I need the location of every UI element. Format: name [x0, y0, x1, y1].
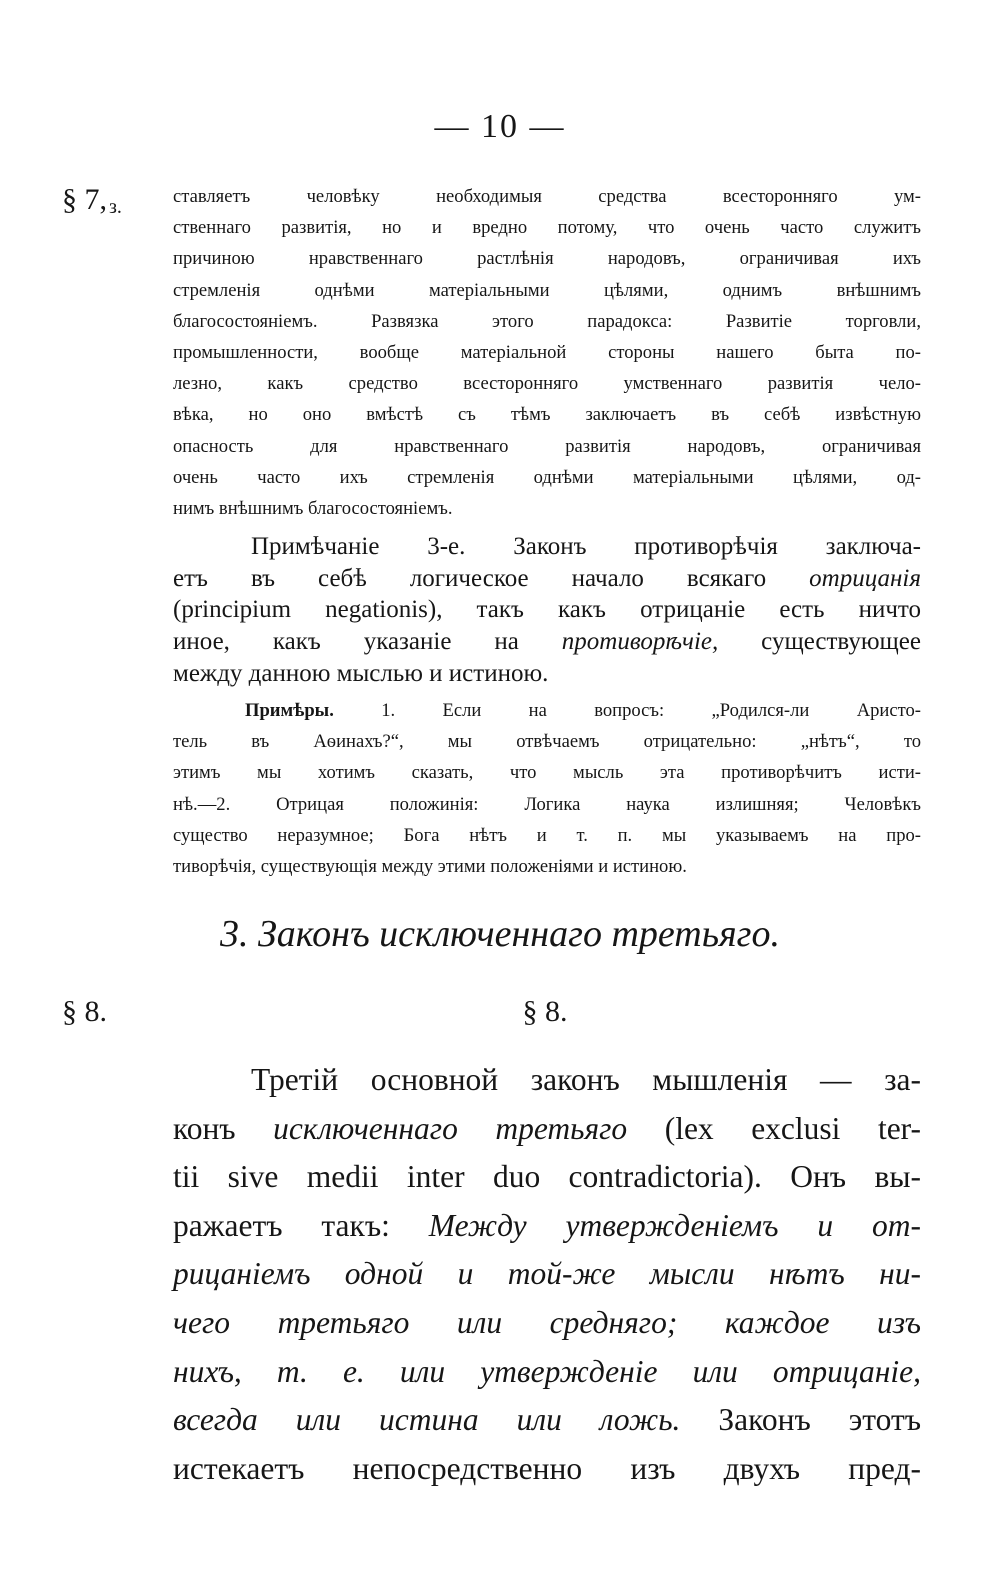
note-emphasis: противорѣчіе, [561, 628, 719, 656]
text-line: этимъ мы хотимъ сказать, что мысль эта противорѣчитъ исти- [173, 762, 921, 784]
note-emphasis: отрицанія [809, 564, 922, 592]
margin-section-8: § 8. [62, 995, 107, 1028]
text-line: стремленія однѣми матеріальными цѣлями, однимъ внѣшнимъ [173, 279, 921, 301]
note-3 [173, 531, 921, 690]
note-text: существующее [761, 628, 921, 656]
examples-text: 1. Если на вопросъ: „Родился-ли Аристо- [381, 700, 921, 721]
text-line: благосостояніемъ. Развязка этого парадокса: Развитіе торговли, [173, 310, 921, 332]
text-line: нимъ внѣшнимъ благосостояніемъ. [173, 498, 453, 520]
text-line: существо неразумное; Бога нѣтъ и т. п. мы указываемъ на про- [173, 824, 921, 846]
note-label: Примѣчаніе 3-е. [251, 533, 466, 560]
text-line [173, 563, 921, 595]
paragraph-paradox-resolution [173, 181, 921, 524]
law-emphasis: Между утвержденіемъ и от- [428, 1207, 921, 1243]
text-line [173, 1202, 921, 1251]
section-8-title: § 8. [522, 995, 568, 1028]
text-line: ственнаго развитія, но и вредно потому, что очень часто служитъ [173, 217, 921, 239]
paragraph-law-excluded-middle [173, 1056, 921, 1493]
text-line [173, 1396, 921, 1445]
law-text: Законъ этотъ [718, 1402, 922, 1438]
text-line: чего третьяго или средняго; каждое изъ [173, 1304, 921, 1340]
text-line: нѣ.—2. Отрицая положинія: Логика наука излишняя; Человѣкъ [173, 793, 921, 815]
law-text: ражаетъ такъ: [173, 1207, 390, 1243]
margin-section-7-label: § 7, [62, 183, 107, 216]
margin-section-7 [62, 183, 122, 219]
text-line [173, 531, 921, 563]
law-emphasis: исключеннаго третьяго [273, 1110, 628, 1146]
text-line: лезно, какъ средство всесторонняго умственнаго развитія чело- [173, 373, 921, 395]
text-line: tii sive medii inter duo contradictoria). Онъ вы- [173, 1159, 921, 1195]
text-line: причиною нравственнаго растлѣнія народовъ, ограничивая ихъ [173, 248, 921, 270]
text-line: промышленности, вообще матеріальной стороны нашего быта по- [173, 342, 921, 364]
text-line: очень часто ихъ стремленія однѣми матеріальными цѣлями, од- [173, 466, 921, 488]
note-text: иное, какъ указаніе на [173, 628, 519, 656]
margin-section-7-sub: з. [109, 196, 122, 218]
law-text: (lex exclusi ter- [664, 1110, 922, 1146]
text-line [173, 695, 921, 726]
text-line [173, 1105, 921, 1154]
text-line: нихъ, т. е. или утвержденіе или отрицаніе, [173, 1353, 921, 1389]
law-text: конъ [173, 1110, 236, 1146]
text-line: рицаніемъ одной и той-же мысли нѣтъ ни- [173, 1256, 921, 1292]
text-line [173, 1056, 921, 1105]
text-line: тель въ Аѳинахъ?“, мы отвѣчаемъ отрицательно: „нѣтъ“, то [173, 731, 921, 753]
text-line: истекаетъ непосредственно изъ двухъ пред- [173, 1450, 921, 1486]
note-text: Законъ противорѣчія заключа- [513, 533, 921, 560]
text-line: опасность для нравственнаго развитія народовъ, ограничивая [173, 435, 921, 457]
text-line: вѣка, но оно вмѣстѣ съ тѣмъ заключаетъ въ себѣ извѣстную [173, 404, 921, 426]
text-line [173, 626, 921, 658]
law-emphasis: всегда или истина или ложь. [173, 1402, 681, 1438]
text-line: (principium negationis), такъ какъ отрицаніе есть ничто [173, 596, 921, 624]
page-number: — 10 — [434, 108, 566, 145]
examples [173, 695, 921, 882]
note-text: етъ въ себѣ логическое начало всякаго [173, 564, 767, 592]
law-text: Третій основной законъ мышленія — за- [251, 1062, 921, 1097]
text-line: между данною мыслью и истиною. [173, 659, 549, 687]
section-heading: 3. Законъ исключеннаго третьяго. [219, 913, 781, 955]
text-line: тиворѣчія, существующія между этими положеніями и истиною. [173, 856, 687, 878]
text-line: ставляетъ человѣку необходимыя средства всесторонняго ум- [173, 186, 921, 207]
examples-label: Примѣры. [245, 700, 334, 721]
